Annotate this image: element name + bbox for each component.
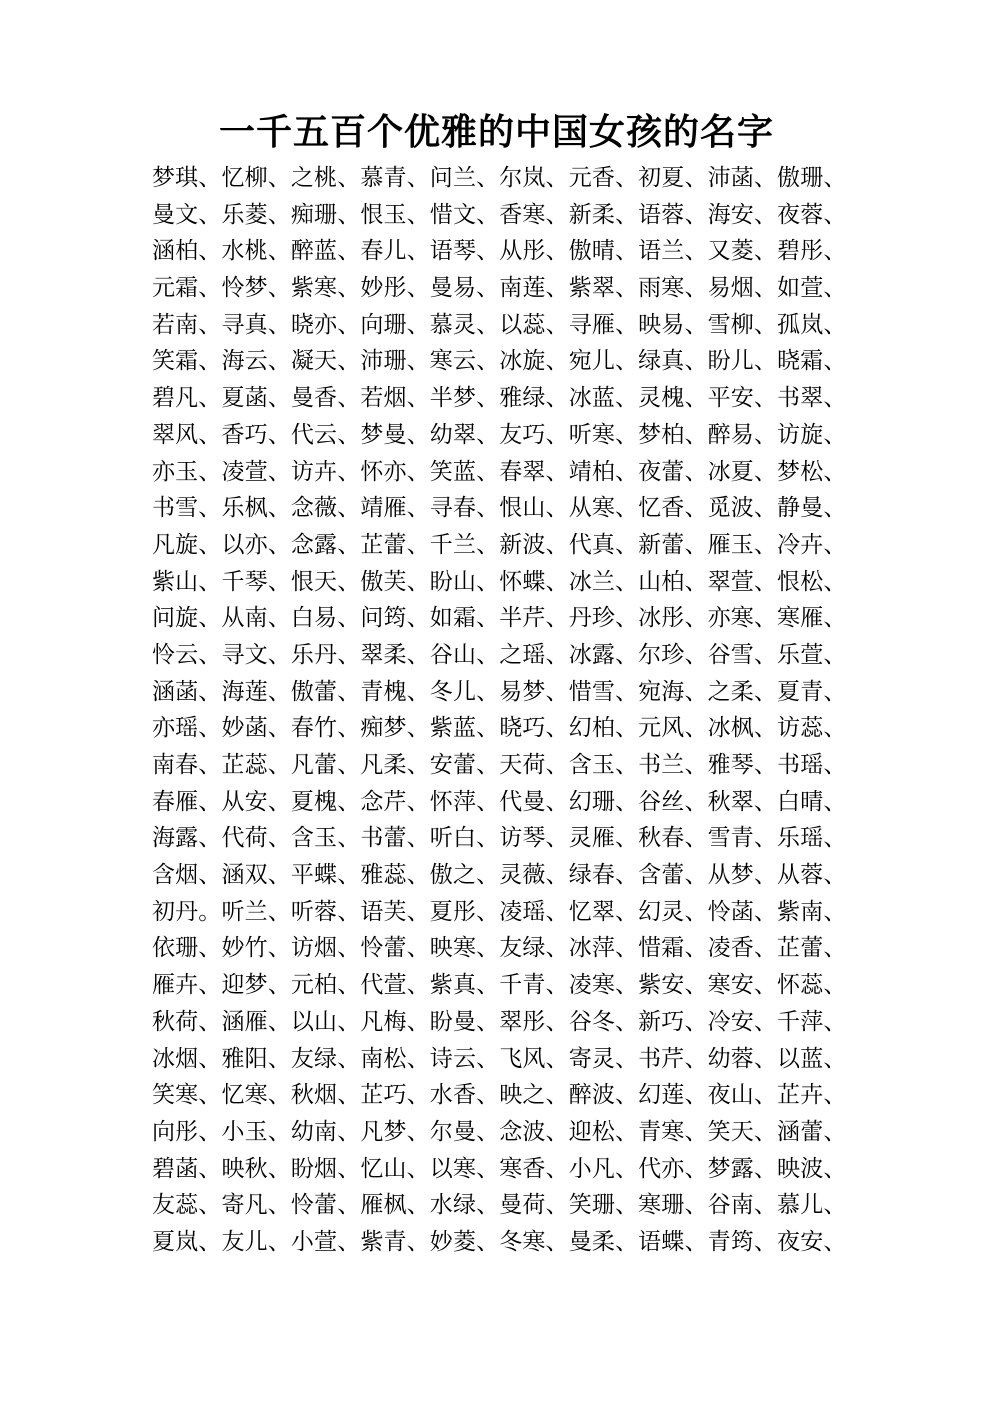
name-list-line: 凡旋、以亦、念露、芷蕾、千兰、新波、代真、新蕾、雁玉、冷卉、 xyxy=(152,531,847,558)
name-list-line: 亦玉、凌萱、访卉、怀亦、笑蓝、春翠、靖柏、夜蕾、冰夏、梦松、 xyxy=(152,458,847,485)
name-list-line: 碧凡、夏菡、曼香、若烟、半梦、雅绿、冰蓝、灵槐、平安、书翠、 xyxy=(152,385,847,412)
name-list-line: 碧菡、映秋、盼烟、忆山、以寒、寒香、小凡、代亦、梦露、映波、 xyxy=(152,1155,847,1182)
name-list-line: 怜云、寻文、乐丹、翠柔、谷山、之瑶、冰露、尔珍、谷雪、乐萱、 xyxy=(152,641,847,668)
name-list-line: 亦瑶、妙菡、春竹、痴梦、紫蓝、晓巧、幻柏、元风、冰枫、访蕊、 xyxy=(152,715,847,742)
name-list-line: 若南、寻真、晓亦、向珊、慕灵、以蕊、寻雁、映易、雪柳、孤岚、 xyxy=(152,311,847,338)
name-list-line: 冰烟、雅阳、友绿、南松、诗云、飞风、寄灵、书芹、幼蓉、以蓝、 xyxy=(152,1045,847,1072)
name-list-line: 问旋、从南、白易、问筠、如霜、半芹、丹珍、冰彤、亦寒、寒雁、 xyxy=(152,605,847,632)
name-list-line: 友蕊、寄凡、怜蕾、雁枫、水绿、曼荷、笑珊、寒珊、谷南、慕儿、 xyxy=(152,1192,847,1219)
name-list-line: 笑寒、忆寒、秋烟、芷巧、水香、映之、醉波、幻莲、夜山、芷卉、 xyxy=(152,1082,847,1109)
name-list-line: 涵柏、水桃、醉蓝、春儿、语琴、从彤、傲晴、语兰、又菱、碧彤、 xyxy=(152,238,847,265)
name-list-line: 曼文、乐菱、痴珊、恨玉、惜文、香寒、新柔、语蓉、海安、夜蓉、 xyxy=(152,201,847,228)
name-list-line: 翠风、香巧、代云、梦曼、幼翠、友巧、听寒、梦柏、醉易、访旋、 xyxy=(152,421,847,448)
name-list-line: 梦琪、忆柳、之桃、慕青、问兰、尔岚、元香、初夏、沛菡、傲珊、 xyxy=(152,165,847,191)
name-list-line: 夏岚、友儿、小萱、紫青、妙菱、冬寒、曼柔、语蝶、青筠、夜安、 xyxy=(152,1228,847,1255)
name-list-line: 向彤、小玉、幼南、凡梦、尔曼、念波、迎松、青寒、笑天、涵蕾、 xyxy=(152,1118,847,1145)
name-list-line: 涵菡、海莲、傲蕾、青槐、冬儿、易梦、惜雪、宛海、之柔、夏青、 xyxy=(152,678,847,705)
document-title: 一千五百个优雅的中国女孩的名字 xyxy=(218,112,774,153)
name-list-line: 雁卉、迎梦、元柏、代萱、紫真、千青、凌寒、紫安、寒安、怀蕊、 xyxy=(152,972,847,999)
name-list-line: 海露、代荷、含玉、书蕾、听白、访琴、灵雁、秋春、雪青、乐瑶、 xyxy=(152,825,847,852)
name-list-line: 南春、芷蕊、凡蕾、凡柔、安蕾、天荷、含玉、书兰、雅琴、书瑶、 xyxy=(152,752,847,778)
name-list-line: 书雪、乐枫、念薇、靖雁、寻春、恨山、从寒、忆香、觅波、静曼、 xyxy=(152,495,847,522)
name-list-line: 春雁、从安、夏槐、念芹、怀萍、代曼、幻珊、谷丝、秋翠、白晴、 xyxy=(152,788,847,815)
name-list-line: 初丹。听兰、听蓉、语芙、夏彤、凌瑶、忆翠、幻灵、怜菡、紫南、 xyxy=(152,898,847,925)
name-list-line: 含烟、涵双、平蝶、雅蕊、傲之、灵薇、绿春、含蕾、从梦、从蓉、 xyxy=(152,862,847,889)
name-list-line: 紫山、千琴、恨天、傲芙、盼山、怀蝶、冰兰、山柏、翠萱、恨松、 xyxy=(152,568,847,595)
name-list-line: 笑霜、海云、凝天、沛珊、寒云、冰旋、宛儿、绿真、盼儿、晓霜、 xyxy=(152,348,847,375)
name-list-line: 元霜、怜梦、紫寒、妙彤、曼易、南莲、紫翠、雨寒、易烟、如萱、 xyxy=(152,275,847,302)
name-list-line: 秋荷、涵雁、以山、凡梅、盼曼、翠彤、谷冬、新巧、冷安、千萍、 xyxy=(152,1008,847,1035)
name-list-line: 依珊、妙竹、访烟、怜蕾、映寒、友绿、冰萍、惜霜、凌香、芷蕾、 xyxy=(152,935,847,962)
name-list xyxy=(152,160,872,1261)
